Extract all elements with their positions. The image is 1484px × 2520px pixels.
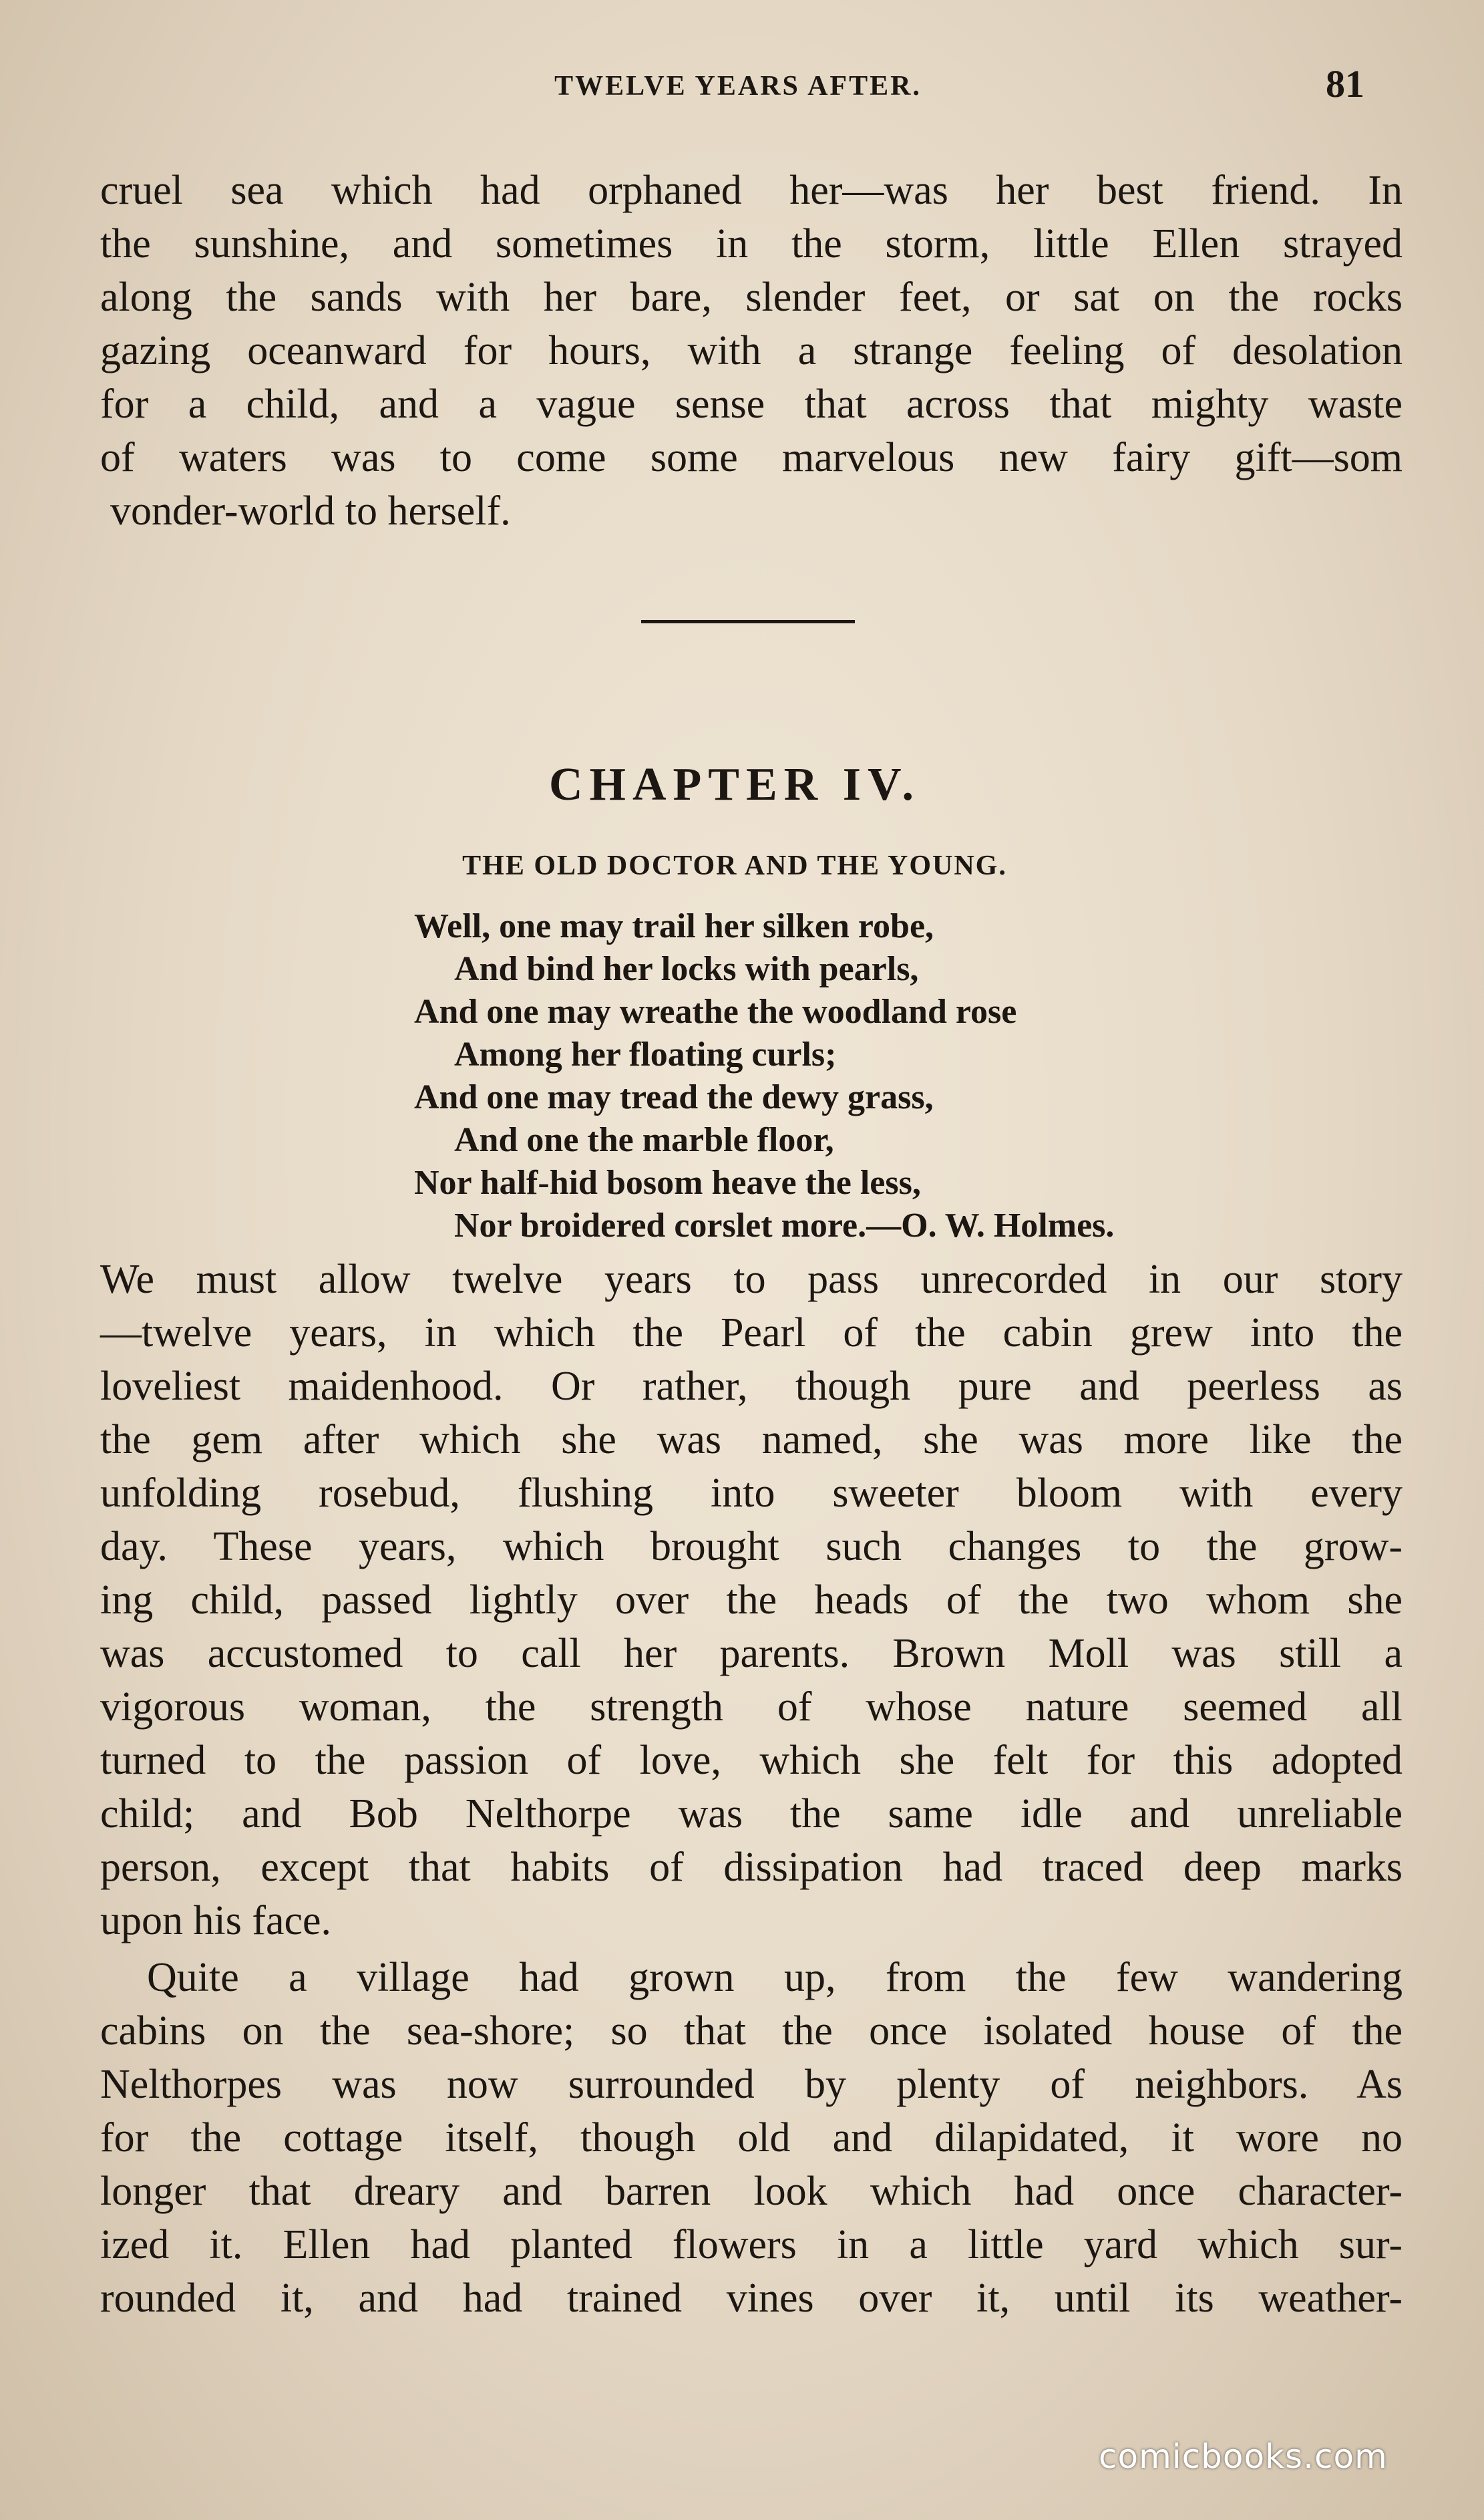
- text-line: gazing oceanward for hours, with a strange feeling of desolation: [100, 328, 1403, 373]
- text-line: loveliest maidenhood. Or rather, though pure and peerless as: [100, 1364, 1403, 1409]
- text-line: person, except that habits of dissipation had traced deep marks: [100, 1845, 1403, 1890]
- text-line: upon his face.: [100, 1898, 332, 1943]
- text-line: cruel sea which had orphaned her—was her best friend. In: [100, 168, 1403, 213]
- text-line: unfolding rosebud, flushing into sweeter bloom with every: [100, 1470, 1403, 1516]
- text-line: for a child, and a vague sense that across that mighty waste: [100, 381, 1403, 427]
- epigraph-line: And one may wreathe the woodland rose: [414, 993, 1017, 1031]
- body-paragraph-1: [100, 1253, 1403, 1947]
- text-line: was accustomed to call her parents. Brown Moll was still a: [100, 1631, 1403, 1676]
- chapter-subtitle: THE OLD DOCTOR AND THE YOUNG.: [462, 850, 1007, 881]
- text-line: longer that dreary and barren look which had once character-: [100, 2169, 1403, 2214]
- text-line: vonder-world to herself.: [110, 488, 511, 534]
- text-line: of waters was to come some marvelous new fairy gift—som: [100, 435, 1403, 480]
- epigraph-line: Well, one may trail her silken robe,: [414, 907, 934, 945]
- watermark-text: comicbooks.com: [1099, 2437, 1388, 2476]
- text-line: ing child, passed lightly over the heads of the two whom she: [100, 1577, 1403, 1623]
- epigraph-line: And one may tread the dewy grass,: [414, 1078, 934, 1116]
- text-line: ized it. Ellen had planted flowers in a little yard which sur-: [100, 2222, 1403, 2267]
- text-line: Quite a village had grown up, from the few wandering: [147, 1955, 1403, 2000]
- epigraph-line: And bind her locks with pearls,: [454, 950, 919, 988]
- text-line: cabins on the sea-shore; so that the once isolated house of the: [100, 2008, 1403, 2054]
- text-line: rounded it, and had trained vines over it, until its weather-: [100, 2275, 1403, 2321]
- epigraph-line: Nor half-hid bosom heave the less,: [414, 1164, 921, 1202]
- section-divider: [641, 620, 855, 623]
- running-header: TWELVE YEARS AFTER.: [554, 71, 922, 102]
- text-line: Nelthorpes was now surrounded by plenty of neighbors. As: [100, 2062, 1403, 2107]
- text-line: vigorous woman, the strength of whose nature seemed all: [100, 1684, 1403, 1730]
- text-line: day. These years, which brought such changes to the grow-: [100, 1524, 1403, 1569]
- text-line: for the cottage itself, though old and dilapidated, it wore no: [100, 2115, 1403, 2161]
- text-line: child; and Bob Nelthorpe was the same idle and unreliable: [100, 1791, 1403, 1837]
- epigraph-line: And one the marble floor,: [454, 1121, 834, 1159]
- text-line: turned to the passion of love, which she felt for this adopted: [100, 1738, 1403, 1783]
- page-number: 81: [1326, 62, 1364, 106]
- text-line: the gem after which she was named, she was more like the: [100, 1417, 1403, 1462]
- opening-paragraph: [100, 164, 1403, 538]
- chapter-title: CHAPTER IV.: [548, 759, 920, 810]
- epigraph: [414, 905, 1349, 1247]
- text-line: along the sands with her bare, slender feet, or sat on the rocks: [100, 275, 1403, 320]
- body-paragraph-2: [100, 1951, 1403, 2325]
- text-line: —twelve years, in which the Pearl of the cabin grew into the: [100, 1310, 1403, 1356]
- text-line: We must allow twelve years to pass unrecorded in our story: [100, 1257, 1403, 1302]
- text-line: the sunshine, and sometimes in the storm, little Ellen strayed: [100, 221, 1403, 267]
- epigraph-attribution-line: Nor broidered corslet more.—O. W. Holmes.: [454, 1207, 1115, 1245]
- epigraph-line: Among her floating curls;: [454, 1036, 837, 1074]
